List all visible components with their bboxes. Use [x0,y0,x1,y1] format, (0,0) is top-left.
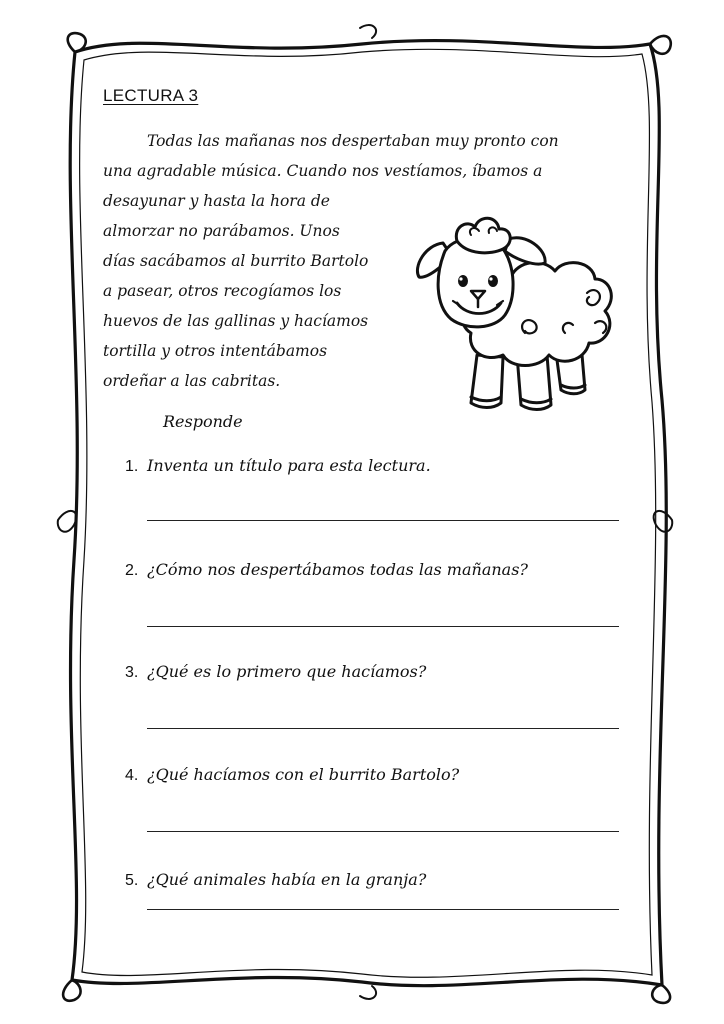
question-4 [125,765,459,785]
reading-line: desayunar y hasta la hora de [103,192,330,210]
question-text: Inventa un título para esta lectura. [147,456,431,475]
sheep-icon [405,205,620,415]
worksheet-title: LECTURA 3 [103,86,199,105]
reading-line: huevos de las gallinas y hacíamos [103,312,369,330]
reading-line: a pasear, otros recogíamos los [103,282,342,300]
answer-line-1[interactable] [147,520,619,521]
reading-line: tortilla y otros intentábamos [103,342,328,360]
question-number: 4. [125,767,139,784]
question-text: ¿Qué hacíamos con el burrito Bartolo? [147,765,460,784]
answer-line-4[interactable] [147,831,619,832]
reading-line: días sacábamos al burrito Bartolo [103,252,369,270]
question-2 [125,560,528,580]
question-text: ¿Qué es lo primero que hacíamos? [147,662,427,681]
reading-line: ordeñar a las cabritas. [103,372,281,390]
question-number: 1. [125,458,139,475]
question-5 [125,870,426,890]
reading-line: una agradable música. Cuando nos vestíamos, íbamos a [103,162,543,180]
question-text: ¿Qué animales había en la granja? [147,870,427,889]
question-number: 5. [125,872,139,889]
question-3 [125,662,426,682]
answer-line-3[interactable] [147,728,619,729]
answer-line-2[interactable] [147,626,619,627]
reading-line: Todas las mañanas nos despertaban muy pronto con [147,132,559,150]
respond-label: Responde [163,412,243,431]
question-number: 3. [125,664,139,681]
reading-line: almorzar no parábamos. Unos [103,222,340,240]
question-number: 2. [125,562,139,579]
answer-line-5[interactable] [147,909,619,910]
question-1 [125,456,431,476]
question-text: ¿Cómo nos despertábamos todas las mañanas? [147,560,528,579]
